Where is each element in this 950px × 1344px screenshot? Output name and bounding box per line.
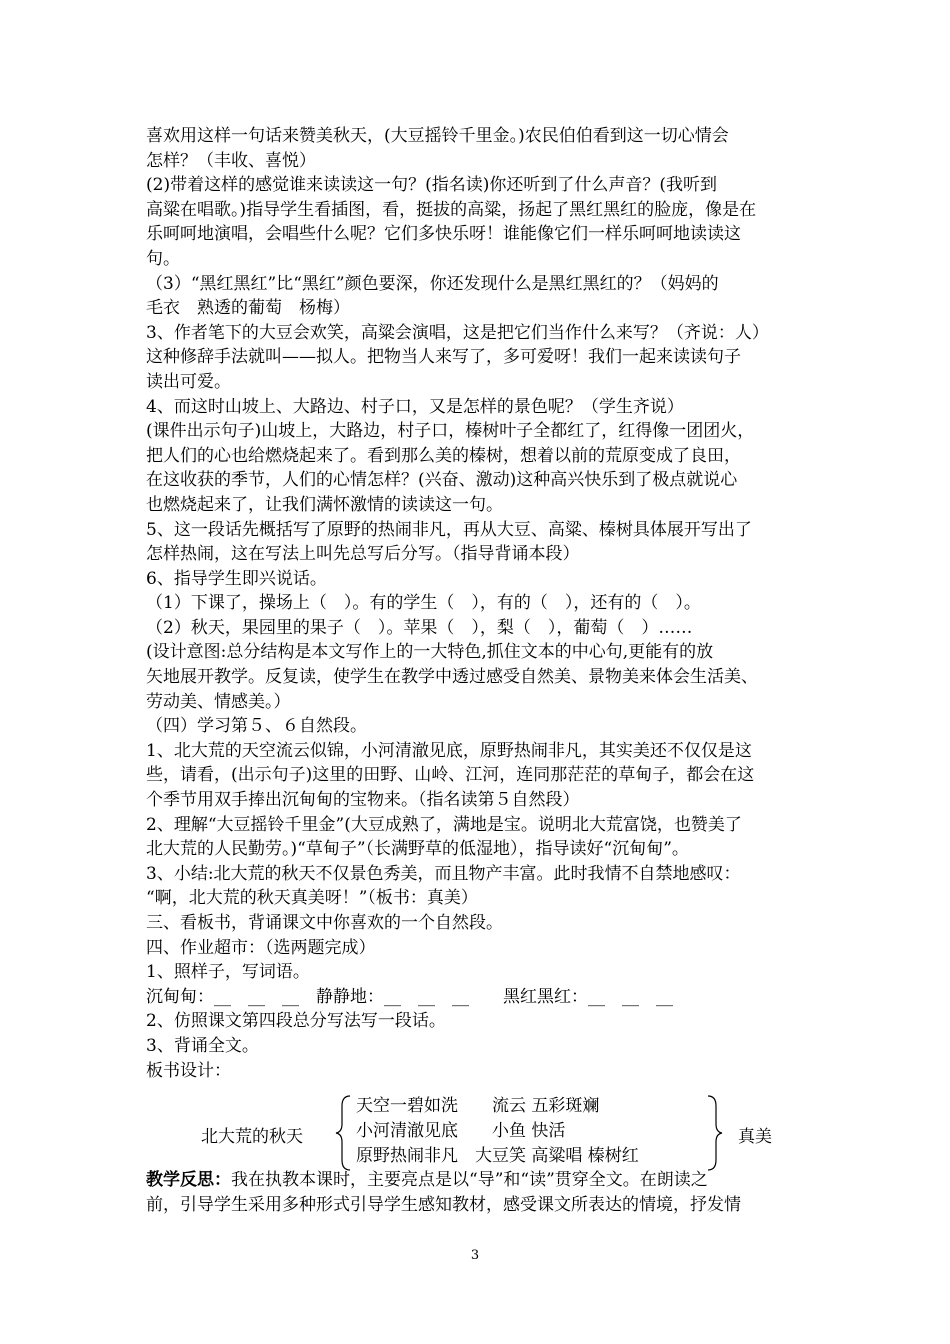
text-line: 句。 <box>146 248 180 269</box>
text-line: 劳动美、情感美。） <box>146 691 291 712</box>
text-line: (课件出示句子)山坡上，大路边，村子口，榛树叶子全都红了，红得像一团团火， <box>146 421 755 442</box>
board-items <box>356 1094 639 1169</box>
text-line: (2)带着这样的感觉谁来读读这一句？(指名读)你还听到了什么声音？(我听到 <box>146 175 717 196</box>
text-line: 2、仿照课文第四段总分写法写一段话。 <box>146 1011 446 1032</box>
text-line: 1、照样子，写词语。 <box>146 962 310 983</box>
text-line: “啊，北大荒的秋天真美呀！”（板书：真美） <box>146 888 478 909</box>
board-title: 北大荒的秋天 <box>201 1127 303 1147</box>
text-line: 把人们的心也给燃烧起来了。看到那么美的榛树，想着以前的荒原变成了良田， <box>146 445 741 466</box>
text-line: 在这收获的季节，人们的心情怎样？(兴奋、激动)这种高兴快乐到了极点就说心 <box>146 470 738 491</box>
text-line: 高粱在唱歌。)指导学生看插图，看，挺拔的高粱，扬起了黑红黑红的脸庞，像是在 <box>146 199 757 220</box>
text-line: 些，请看，(出示句子)这里的田野、山岭、江河，连同那茫茫的草甸子，都会在这 <box>146 765 755 786</box>
text-line: 6、指导学生即兴说话。 <box>146 568 327 589</box>
text-line: 喜欢用这样一句话来赞美秋天，(大豆摇铃千里金。)农民伯伯看到这一切心情会 <box>146 126 729 146</box>
text-line: 怎样？（丰收、喜悦） <box>146 150 316 171</box>
text-line: 2、理解“大豆摇铃千里金”(大豆成熟了，满地是宝。说明北大荒富饶，也赞美了 <box>146 814 742 835</box>
text-line: （2）秋天，果园里的果子（ ）。苹果（ ），梨（ ），葡萄（ ）…… <box>146 617 693 638</box>
text-line: (设计意图:总分结构是本文写作上的一大特色,抓住文本的中心句,更能有的放 <box>146 642 714 663</box>
text-line: 读出可爱。 <box>146 371 231 392</box>
text-line: 矢地展开教学。反复读，使学生在教学中透过感受自然美、景物美来体会生活美、 <box>146 667 758 688</box>
text-line: （四）学习第５、６自然段。 <box>146 716 367 737</box>
text-line: 1、北大荒的天空流云似锦，小河清澈见底，原野热闹非凡，其实美还不仅仅是这 <box>146 740 752 761</box>
board-item: 原野热闹非凡 大豆笑 高粱唱 榛树红 <box>356 1146 639 1166</box>
text-line: 3、作者笔下的大豆会欢笑，高粱会演唱，这是把它们当作什么来写？（齐说：人） <box>146 322 769 343</box>
board-result: 真美 <box>738 1127 772 1147</box>
blackboard-design <box>146 1094 806 1172</box>
text-line: 也燃烧起来了，让我们满怀激情的读读这一句。 <box>146 494 503 515</box>
text-line: 3、背诵全文。 <box>146 1035 259 1056</box>
board-item: 天空一碧如洗 流云 五彩斑斓 <box>356 1096 600 1116</box>
text-line: 沉甸甸：__ __ __ 静静地：__ __ __ 黑红黑红：__ __ __ <box>146 986 673 1007</box>
text-line: 毛衣 熟透的葡萄 杨梅） <box>146 298 350 319</box>
page-number: 3 <box>470 1248 480 1263</box>
text-line: 北大荒的人民勤劳。)“草甸子”（长满野草的低湿地），指导读好“沉甸甸”。 <box>146 839 689 860</box>
text-line: 3、小结:北大荒的秋天不仅景色秀美，而且物产丰富。此时我情不自禁地感叹： <box>146 863 741 884</box>
board-item: 小河清澈见底 小鱼 快活 <box>356 1121 566 1141</box>
text-line: （1）下课了，操场上（ ）。有的学生（ ），有的（ ），还有的（ ）。 <box>146 593 701 614</box>
reflection-text: 我在执教本课时，主要亮点是以“导”和“读”贯穿全文。在朗读之 <box>231 1170 708 1190</box>
text-line: 4、而这时山坡上、大路边、村子口，又是怎样的景色呢？（学生齐说） <box>146 396 684 417</box>
text-line: 怎样热闹，这在写法上叫先总写后分写。（指导背诵本段） <box>146 544 580 565</box>
reflection-label: 教学反思： <box>146 1170 231 1190</box>
text-line: 这种修辞手法就叫——拟人。把物当人来写了，多可爱呀！我们一起来读读句子 <box>146 347 741 368</box>
lesson-text <box>146 124 806 1083</box>
text-line: 5、这一段话先概括写了原野的热闹非凡，再从大豆、高粱、榛树具体展开写出了 <box>146 519 752 540</box>
teaching-reflection <box>146 1168 806 1217</box>
text-line: （3）“黑红黑红”比“黑红”颜色要深，你还发现什么是黑红黑红的？（妈妈的 <box>146 273 719 294</box>
text-line: 四、作业超市：（选两题完成） <box>146 937 376 958</box>
right-brace-icon <box>704 1094 724 1172</box>
text-line: 个季节用双手捧出沉甸甸的宝物来。（指名读第５自然段） <box>146 790 580 811</box>
text-line: 板书设计： <box>146 1060 231 1081</box>
text-line: 乐呵呵地演唱，会唱些什么呢？它们多快乐呀！谁能像它们一样乐呵呵地读读这 <box>146 224 741 245</box>
text-line: 三、看板书，背诵课文中你喜欢的一个自然段。 <box>146 913 503 933</box>
left-brace-icon <box>334 1094 354 1172</box>
reflection-text: 前，引导学生采用多种形式引导学生感知教材，感受课文所表达的情境，抒发情 <box>146 1194 741 1215</box>
